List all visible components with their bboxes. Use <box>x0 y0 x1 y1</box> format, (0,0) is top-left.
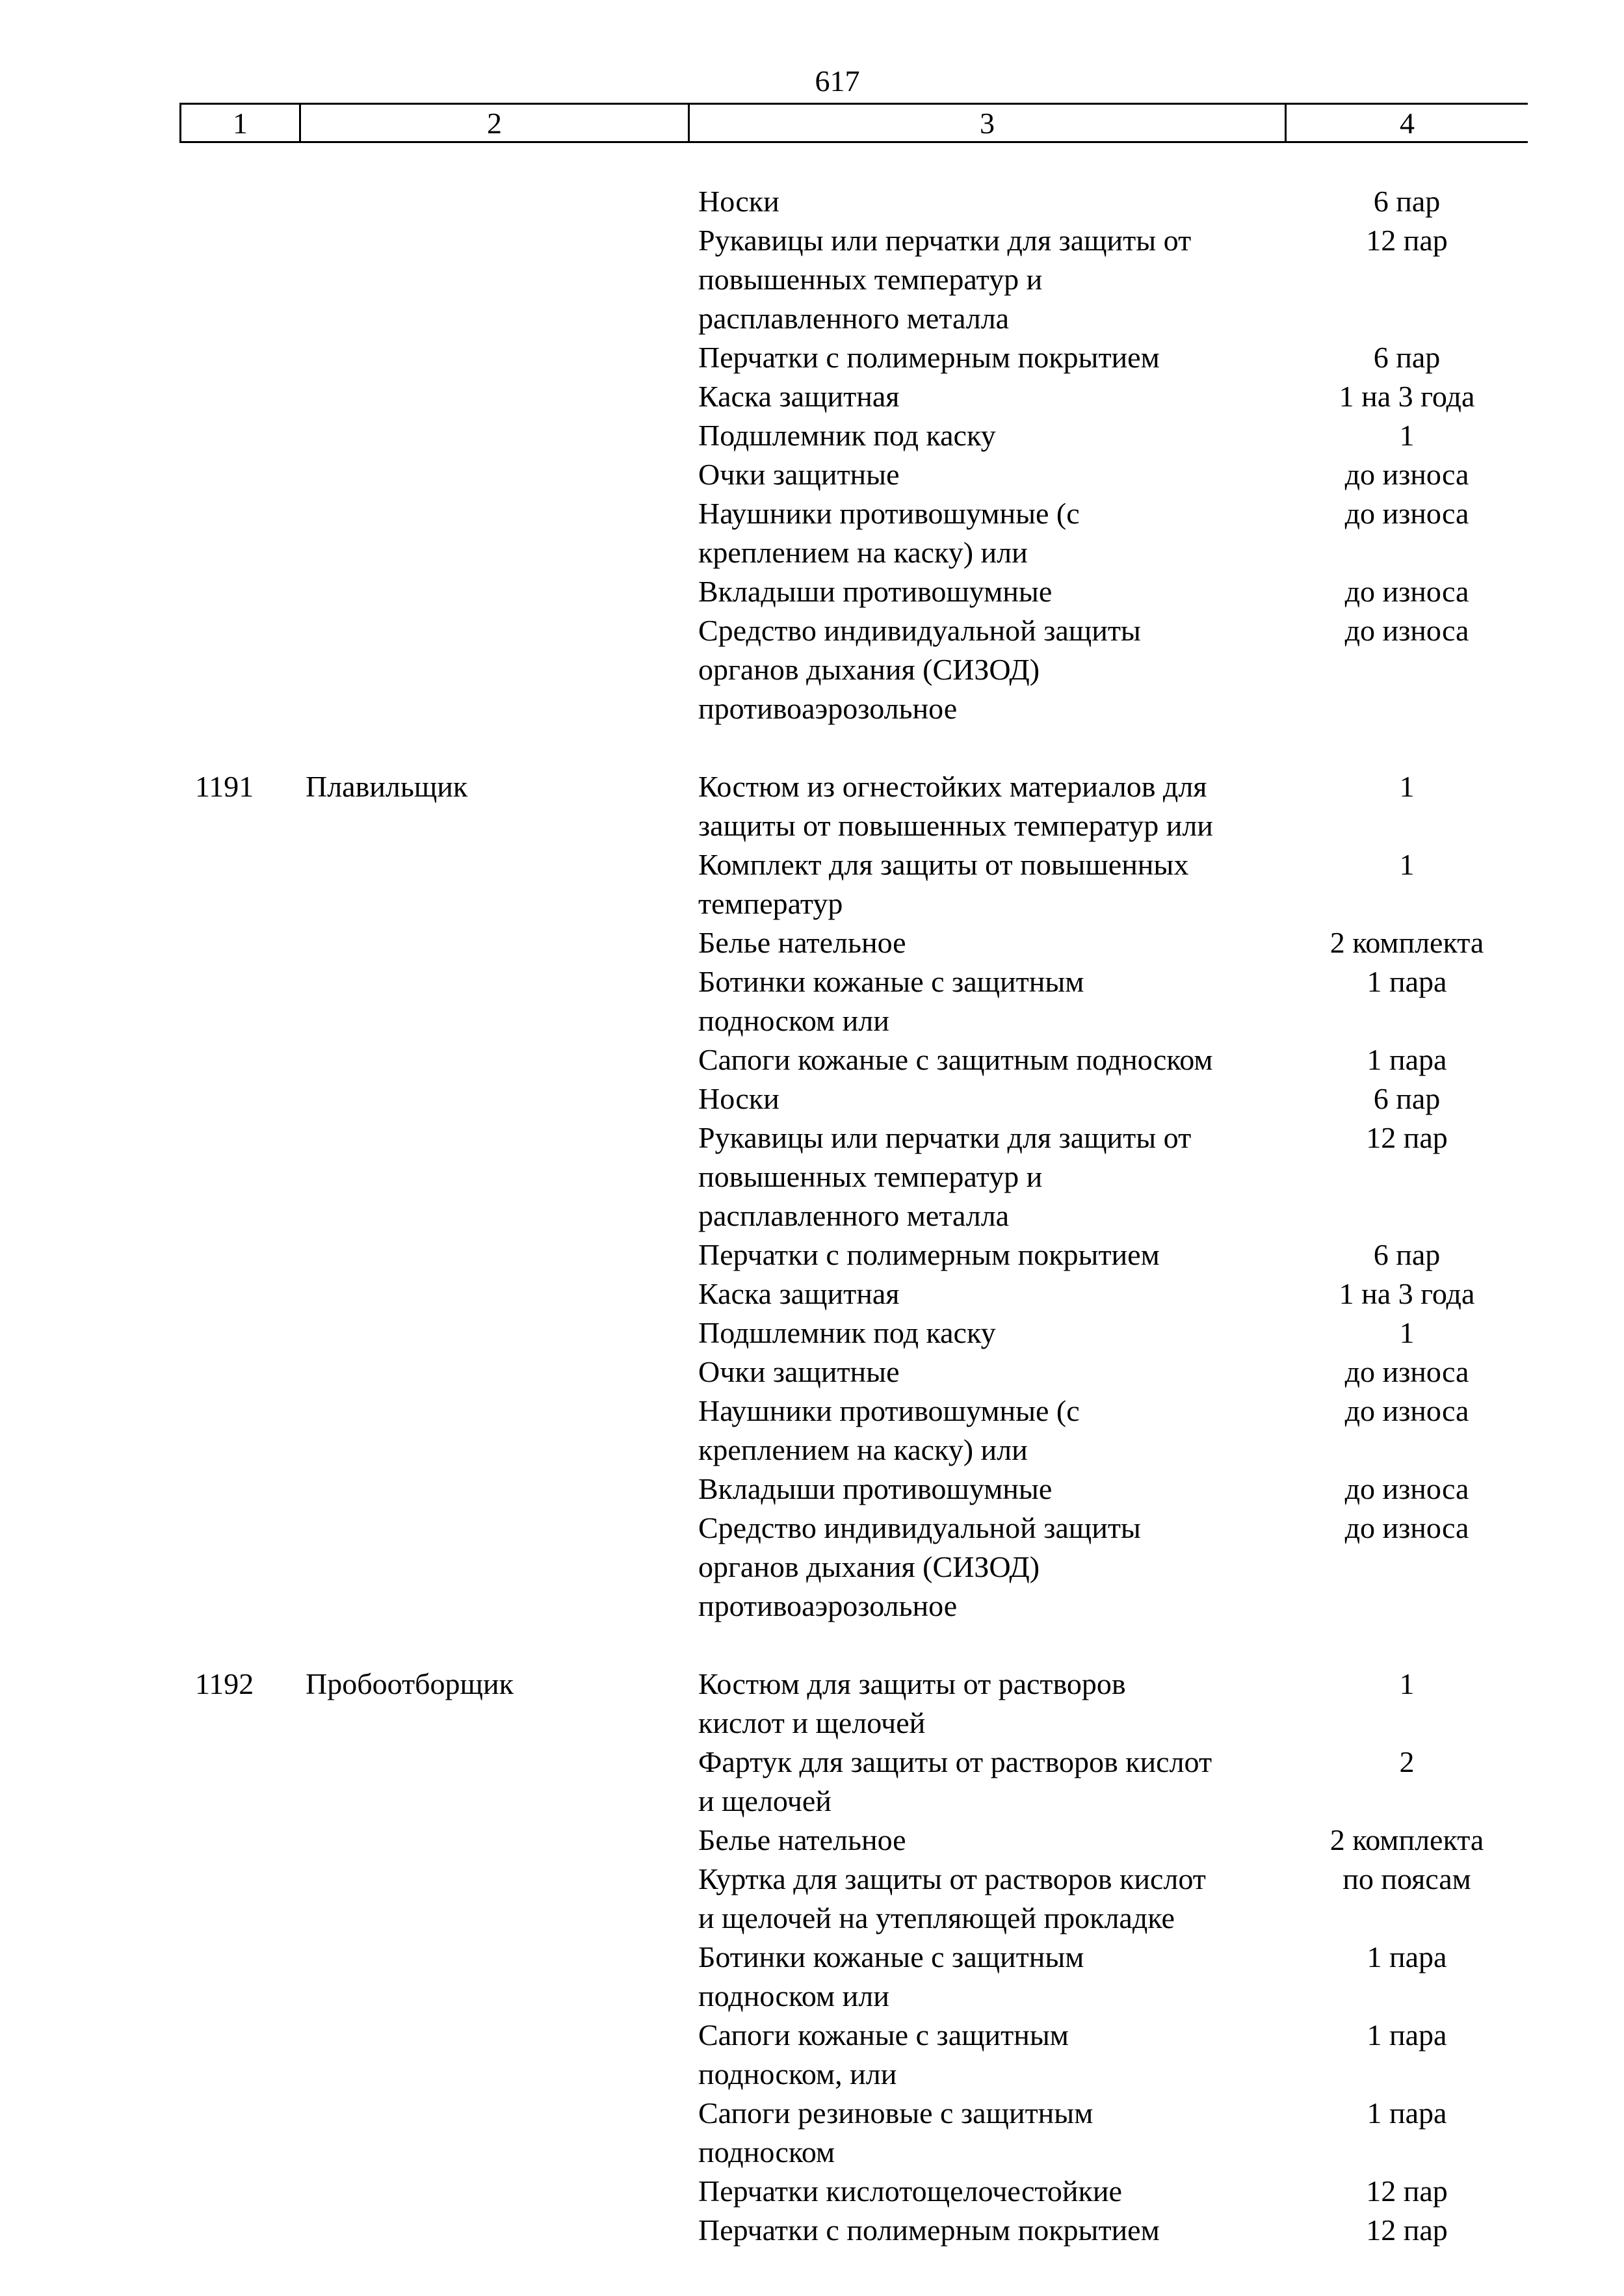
table-row <box>0 1118 1624 1235</box>
table-row <box>0 1860 1624 1938</box>
equipment-name: Перчатки с полимерным покрытием <box>698 341 1160 374</box>
table-row <box>0 377 1624 416</box>
profession-section <box>0 182 1624 728</box>
equipment-quantity: 12 пар <box>1366 1121 1448 1154</box>
profession-title: Плавильщик <box>306 770 468 803</box>
page-number: 617 <box>815 64 860 98</box>
equipment-name: Перчатки с полимерным покрытием <box>698 1238 1160 1271</box>
equipment-quantity: до износа <box>1344 497 1469 530</box>
header-col-1: 1 <box>181 105 301 141</box>
equipment-name: Рукавицы или перчатки для защиты от повышенных температур и расплавленного металла <box>698 224 1192 335</box>
equipment-quantity: 12 пар <box>1366 2213 1448 2247</box>
equipment-name: Сапоги кожаные с защитным подноском <box>698 1043 1213 1076</box>
equipment-quantity: 6 пар <box>1373 1082 1441 1115</box>
equipment-name: Каска защитная <box>698 380 900 413</box>
table-row <box>0 221 1624 338</box>
table-row <box>0 1079 1624 1118</box>
equipment-name: Очки защитные <box>698 458 900 491</box>
equipment-quantity: 1 на 3 года <box>1339 1277 1475 1310</box>
equipment-quantity: до износа <box>1344 614 1469 647</box>
table-row <box>0 494 1624 572</box>
table-row <box>0 416 1624 455</box>
equipment-name: Белье нательное <box>698 926 906 959</box>
equipment-quantity: 1 пара <box>1367 965 1447 998</box>
equipment-name: Сапоги резиновые с защитным подноском <box>698 2096 1094 2169</box>
profession-number: 1192 <box>195 1667 254 1700</box>
equipment-name: Носки <box>698 1082 779 1115</box>
table-row <box>0 1821 1624 1860</box>
header-col-4: 4 <box>1400 106 1415 140</box>
equipment-name: Костюм из огнестойких материалов для защиты от повышенных температур или <box>698 770 1213 842</box>
equipment-name: Средство индивидуальной защиты органов дыхания (СИЗОД) противоаэрозольное <box>698 1511 1141 1622</box>
table-row <box>0 1509 1624 1626</box>
equipment-quantity: 1 <box>1399 770 1415 803</box>
table-row <box>0 2211 1624 2250</box>
equipment-name: Вкладыши противошумные <box>698 1472 1053 1505</box>
equipment-quantity: 12 пар <box>1366 2174 1448 2208</box>
equipment-quantity: 2 <box>1399 1745 1415 1778</box>
header-col-2: 2 <box>301 105 690 141</box>
table-row <box>0 2172 1624 2211</box>
equipment-quantity: 1 пара <box>1367 2096 1447 2130</box>
equipment-name: Белье нательное <box>698 1823 906 1856</box>
table-row <box>0 1743 1624 1821</box>
equipment-name: Вкладыши противошумные <box>698 575 1053 608</box>
profession-section <box>0 767 1624 1626</box>
equipment-name: Костюм для защиты от растворов кислот и щелочей <box>698 1667 1126 1739</box>
profession-title: Пробоотборщик <box>306 1667 514 1700</box>
equipment-quantity: 2 комплекта <box>1329 926 1484 959</box>
equipment-name: Подшлемник под каску <box>698 419 996 452</box>
equipment-quantity: 1 <box>1399 1667 1415 1700</box>
table-row <box>0 1392 1624 1470</box>
table-row <box>0 338 1624 377</box>
equipment-name: Перчатки кислотощелочестойкие <box>698 2174 1122 2208</box>
table-row <box>0 182 1624 221</box>
equipment-name: Фартук для защиты от растворов кислот и щелочей <box>698 1745 1212 1817</box>
equipment-quantity: до износа <box>1344 1394 1469 1427</box>
table-row <box>0 1470 1624 1509</box>
table-row <box>0 1353 1624 1392</box>
equipment-quantity: до износа <box>1344 1472 1469 1505</box>
profession-number: 1191 <box>195 770 254 803</box>
table-row <box>0 2016 1624 2094</box>
equipment-quantity: 12 пар <box>1366 224 1448 257</box>
equipment-quantity: до износа <box>1344 1511 1469 1544</box>
equipment-quantity: по поясам <box>1342 1862 1471 1895</box>
header-col-3: 3 <box>690 105 1287 141</box>
table-row <box>0 845 1624 923</box>
equipment-name: Наушники противошумные (с креплением на каску) или <box>698 497 1080 569</box>
table-body <box>0 182 1624 2250</box>
table-header-row <box>179 103 1528 143</box>
equipment-name: Подшлемник под каску <box>698 1316 996 1349</box>
equipment-name: Очки защитные <box>698 1355 900 1388</box>
table-row <box>0 1313 1624 1353</box>
equipment-quantity: 2 комплекта <box>1329 1823 1484 1856</box>
equipment-name: Рукавицы или перчатки для защиты от повышенных температур и расплавленного металла <box>698 1121 1192 1232</box>
equipment-quantity: 6 пар <box>1373 185 1441 218</box>
equipment-name: Куртка для защиты от растворов кислот и щелочей на утепляющей прокладке <box>698 1862 1206 1934</box>
equipment-name: Комплект для защиты от повышенных температур <box>698 848 1189 920</box>
table-row <box>0 1938 1624 2016</box>
table-row <box>0 1235 1624 1274</box>
equipment-quantity: до износа <box>1344 458 1469 491</box>
equipment-quantity: 1 пара <box>1367 1043 1447 1076</box>
equipment-quantity: до износа <box>1344 575 1469 608</box>
equipment-quantity: 6 пар <box>1373 341 1441 374</box>
table-row <box>0 611 1624 728</box>
equipment-name: Наушники противошумные (с креплением на каску) или <box>698 1394 1080 1466</box>
equipment-quantity: до износа <box>1344 1355 1469 1388</box>
table-row <box>0 455 1624 494</box>
table-row <box>0 923 1624 962</box>
equipment-quantity: 1 на 3 года <box>1339 380 1475 413</box>
equipment-name: Ботинки кожаные с защитным подноском или <box>698 965 1084 1037</box>
equipment-name: Сапоги кожаные с защитным подноском, или <box>698 2018 1069 2091</box>
equipment-quantity: 1 пара <box>1367 1940 1447 1973</box>
equipment-name: Ботинки кожаные с защитным подноском или <box>698 1940 1084 2012</box>
equipment-name: Каска защитная <box>698 1277 900 1310</box>
equipment-quantity: 1 <box>1399 1316 1415 1349</box>
table-row <box>0 1274 1624 1313</box>
equipment-quantity: 1 пара <box>1367 2018 1447 2052</box>
equipment-quantity: 6 пар <box>1373 1238 1441 1271</box>
equipment-name: Перчатки с полимерным покрытием <box>698 2213 1160 2247</box>
table-row <box>0 962 1624 1040</box>
table-row <box>0 1040 1624 1079</box>
equipment-name: Носки <box>698 185 779 218</box>
equipment-quantity: 1 <box>1399 419 1415 452</box>
table-row <box>0 2094 1624 2172</box>
profession-section <box>0 1665 1624 2250</box>
equipment-quantity: 1 <box>1399 848 1415 881</box>
equipment-name: Средство индивидуальной защиты органов дыхания (СИЗОД) противоаэрозольное <box>698 614 1141 725</box>
table-row <box>0 572 1624 611</box>
